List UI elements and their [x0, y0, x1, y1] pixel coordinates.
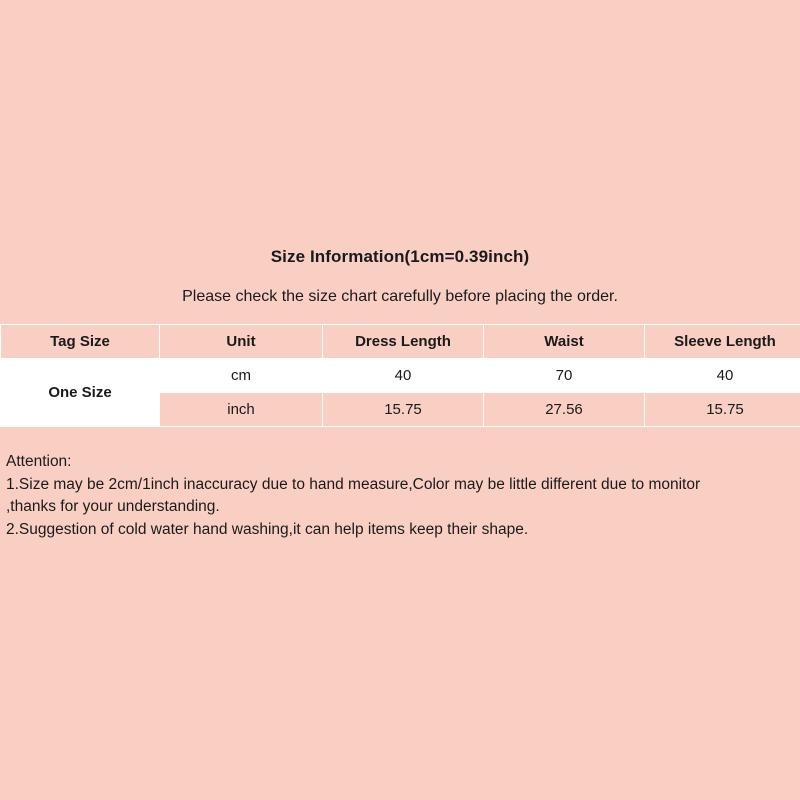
header-waist: Waist — [484, 325, 645, 359]
cell-waist-inch: 27.56 — [484, 393, 645, 427]
attention-line-2: ,thanks for your understanding. — [6, 498, 220, 516]
cell-unit-inch: inch — [160, 393, 323, 427]
header-dress-length: Dress Length — [323, 325, 484, 359]
attention-line-3: 2.Suggestion of cold water hand washing,it can help items keep their shape. — [6, 520, 529, 538]
cell-sleeve-length-cm: 40 — [645, 359, 800, 393]
cell-dress-length-inch: 15.75 — [323, 393, 484, 427]
size-chart-block — [0, 207, 800, 564]
header-unit: Unit — [160, 325, 323, 359]
attention-block — [0, 427, 800, 542]
cell-tag-size-value: One Size — [1, 359, 160, 427]
table-row — [1, 359, 800, 393]
cell-dress-length-cm: 40 — [323, 359, 484, 393]
chart-title: Size Information(1cm=0.39inch) — [270, 247, 530, 266]
table-header-row — [1, 325, 800, 359]
header-sleeve-length: Sleeve Length — [645, 325, 800, 359]
attention-line-1: 1.Size may be 2cm/1inch inaccuracy due to hand measure,Color may be little different due to monitor — [6, 475, 701, 493]
chart-subtitle: Please check the size chart carefully before placing the order. — [182, 288, 618, 305]
cell-sleeve-length-inch: 15.75 — [645, 393, 800, 427]
cell-waist-cm: 70 — [484, 359, 645, 393]
chart-bottom-spacer — [0, 542, 800, 564]
cell-unit-cm: cm — [160, 359, 323, 393]
header-tag-size: Tag Size — [1, 325, 160, 359]
attention-heading: Attention: — [6, 453, 72, 470]
size-table — [0, 324, 800, 427]
chart-heading-area — [0, 207, 800, 324]
